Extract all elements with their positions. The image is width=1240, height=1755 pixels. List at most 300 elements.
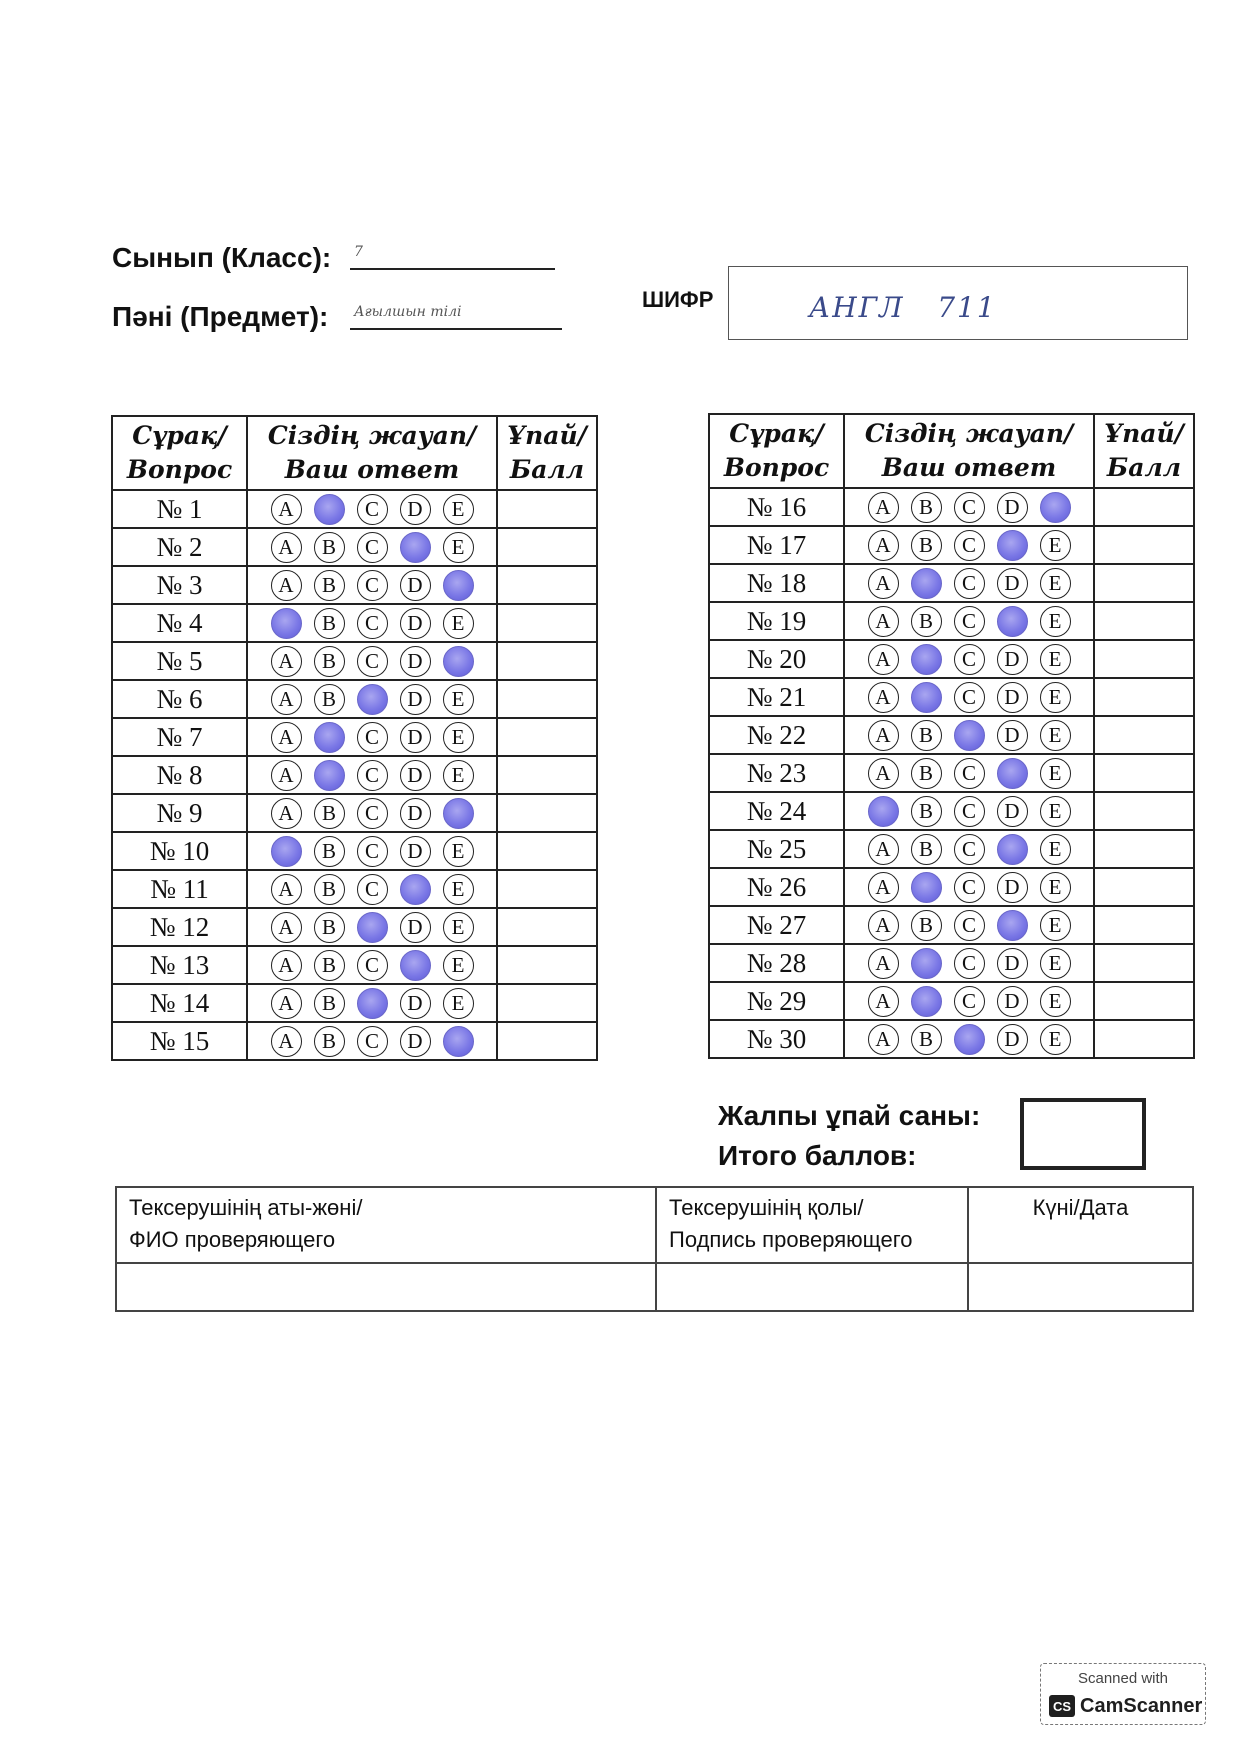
checker-name-line2: ФИО проверяющего xyxy=(129,1227,336,1252)
option-bubble-b[interactable]: B xyxy=(911,796,942,827)
option-bubble-d[interactable]: D xyxy=(400,760,431,791)
option-bubble-d[interactable]: D xyxy=(997,948,1028,979)
option-bubble-d[interactable]: D xyxy=(400,988,431,1019)
answer-cell xyxy=(247,642,497,680)
option-bubble-d[interactable] xyxy=(997,530,1028,561)
option-bubble-b[interactable]: B xyxy=(911,1024,942,1055)
option-bubble-a[interactable]: A xyxy=(271,1026,302,1057)
option-bubble-c[interactable] xyxy=(357,988,388,1019)
answer-cell xyxy=(844,754,1094,792)
option-bubble-e[interactable]: E xyxy=(1040,682,1071,713)
checker-name-field[interactable] xyxy=(116,1263,656,1311)
answer-header-line2: Ваш ответ xyxy=(284,455,460,484)
option-bubble-a[interactable]: A xyxy=(868,948,899,979)
question-column-header xyxy=(709,414,844,488)
option-bubble-b[interactable] xyxy=(911,568,942,599)
option-bubble-b[interactable] xyxy=(911,682,942,713)
score-cell[interactable] xyxy=(1094,678,1194,716)
option-bubble-c[interactable] xyxy=(357,684,388,715)
answer-table-16-30 xyxy=(708,413,1195,1059)
score-cell[interactable] xyxy=(497,718,597,756)
cipher-box[interactable] xyxy=(728,266,1188,340)
option-bubble-c[interactable]: C xyxy=(357,950,388,981)
date-header xyxy=(968,1187,1193,1263)
option-bubble-e[interactable]: E xyxy=(1040,1024,1071,1055)
option-bubble-e[interactable]: E xyxy=(443,760,474,791)
answer-cell xyxy=(247,946,497,984)
subject-field[interactable]: Ағылшын тілі xyxy=(350,304,562,330)
option-bubble-c[interactable]: C xyxy=(357,494,388,525)
question-number: № 17 xyxy=(709,526,844,564)
question-number: № 20 xyxy=(709,640,844,678)
total-score-label xyxy=(718,1096,980,1176)
score-cell[interactable] xyxy=(497,566,597,604)
option-bubble-d[interactable]: D xyxy=(400,570,431,601)
option-bubble-c[interactable]: C xyxy=(954,568,985,599)
option-bubble-e[interactable]: E xyxy=(443,684,474,715)
question-number: № 11 xyxy=(112,870,247,908)
option-bubble-a[interactable]: A xyxy=(271,798,302,829)
answer-table-1-15 xyxy=(111,415,598,1061)
table-row xyxy=(112,908,597,946)
option-bubble-b[interactable]: B xyxy=(314,874,345,905)
option-bubble-c[interactable]: C xyxy=(954,492,985,523)
checker-signature-field[interactable] xyxy=(656,1263,968,1311)
option-bubble-c[interactable]: C xyxy=(357,646,388,677)
camscanner-brand: CamScanner xyxy=(1080,1695,1203,1717)
score-cell[interactable] xyxy=(497,870,597,908)
score-cell[interactable] xyxy=(497,604,597,642)
option-bubble-c[interactable]: C xyxy=(954,530,985,561)
option-bubble-a[interactable]: A xyxy=(271,722,302,753)
option-bubble-e[interactable] xyxy=(1040,492,1071,523)
option-bubble-b[interactable] xyxy=(314,760,345,791)
camscanner-watermark xyxy=(1040,1663,1206,1725)
score-cell[interactable] xyxy=(497,490,597,528)
question-number: № 26 xyxy=(709,868,844,906)
cipher-label: ШИФР xyxy=(642,287,714,312)
option-bubble-d[interactable]: D xyxy=(400,494,431,525)
option-bubble-a[interactable]: A xyxy=(868,758,899,789)
option-bubble-c[interactable]: C xyxy=(357,836,388,867)
option-bubble-a[interactable]: A xyxy=(271,912,302,943)
option-bubble-c[interactable]: C xyxy=(954,872,985,903)
score-cell[interactable] xyxy=(497,680,597,718)
total-label-line1: Жалпы ұпай саны: xyxy=(718,1100,981,1131)
score-header-line1: Ұпай/ xyxy=(1104,419,1184,448)
total-label-line2: Итого баллов: xyxy=(718,1140,917,1171)
option-bubble-a[interactable]: A xyxy=(868,1024,899,1055)
option-bubble-a[interactable]: A xyxy=(868,644,899,675)
class-label: Сынып (Класс): xyxy=(112,242,332,273)
option-bubble-b[interactable] xyxy=(911,986,942,1017)
score-cell[interactable] xyxy=(497,1022,597,1060)
option-bubble-a[interactable]: A xyxy=(271,950,302,981)
option-bubble-c[interactable]: C xyxy=(357,874,388,905)
table-row xyxy=(709,754,1194,792)
option-bubble-b[interactable]: B xyxy=(314,988,345,1019)
score-cell[interactable] xyxy=(497,756,597,794)
option-bubble-c[interactable]: C xyxy=(954,606,985,637)
score-cell[interactable] xyxy=(1094,830,1194,868)
option-bubble-b[interactable]: B xyxy=(314,798,345,829)
answer-cell xyxy=(844,868,1094,906)
answer-cell xyxy=(844,526,1094,564)
question-number: № 6 xyxy=(112,680,247,718)
table-row xyxy=(709,602,1194,640)
option-bubble-d[interactable]: D xyxy=(997,872,1028,903)
option-bubble-b[interactable]: B xyxy=(911,834,942,865)
option-bubble-c[interactable]: C xyxy=(954,682,985,713)
option-bubble-e[interactable] xyxy=(443,570,474,601)
answer-bubbles xyxy=(248,950,496,981)
answer-header-line2: Ваш ответ xyxy=(881,453,1057,482)
option-bubble-e[interactable] xyxy=(443,798,474,829)
table-row xyxy=(709,906,1194,944)
question-header-line1: Сұрақ/ xyxy=(729,419,824,448)
option-bubble-d[interactable] xyxy=(997,606,1028,637)
option-bubble-c[interactable]: C xyxy=(954,796,985,827)
option-bubble-c[interactable]: C xyxy=(357,570,388,601)
score-cell[interactable] xyxy=(1094,602,1194,640)
answer-bubbles xyxy=(845,1024,1093,1055)
option-bubble-d[interactable] xyxy=(400,874,431,905)
answer-header-line1: Сіздің жауап/ xyxy=(267,421,477,450)
option-bubble-a[interactable]: A xyxy=(271,494,302,525)
option-bubble-a[interactable]: A xyxy=(271,532,302,563)
option-bubble-d[interactable]: D xyxy=(997,644,1028,675)
answer-cell xyxy=(844,982,1094,1020)
option-bubble-d[interactable]: D xyxy=(400,722,431,753)
answer-bubbles xyxy=(248,912,496,943)
answer-bubbles xyxy=(248,532,496,563)
option-bubble-d[interactable]: D xyxy=(400,646,431,677)
table-row xyxy=(709,868,1194,906)
score-cell[interactable] xyxy=(1094,564,1194,602)
option-bubble-c[interactable]: C xyxy=(954,986,985,1017)
score-cell[interactable] xyxy=(497,794,597,832)
score-column-header xyxy=(1094,414,1194,488)
option-bubble-e[interactable]: E xyxy=(1040,720,1071,751)
option-bubble-e[interactable]: E xyxy=(1040,796,1071,827)
option-bubble-b[interactable]: B xyxy=(911,530,942,561)
question-number: № 29 xyxy=(709,982,844,1020)
option-bubble-b[interactable]: B xyxy=(911,606,942,637)
option-bubble-e[interactable]: E xyxy=(1040,568,1071,599)
option-bubble-d[interactable]: D xyxy=(400,912,431,943)
answer-bubbles xyxy=(248,1026,496,1057)
table-row xyxy=(112,490,597,528)
option-bubble-b[interactable]: B xyxy=(314,1026,345,1057)
question-number: № 19 xyxy=(709,602,844,640)
checker-signature-table xyxy=(115,1186,1194,1312)
question-number: № 8 xyxy=(112,756,247,794)
question-header-line2: Вопрос xyxy=(723,453,830,482)
answer-cell xyxy=(844,1020,1094,1058)
answer-cell xyxy=(247,832,497,870)
question-number: № 14 xyxy=(112,984,247,1022)
option-bubble-e[interactable]: E xyxy=(1040,606,1071,637)
answer-bubbles xyxy=(845,568,1093,599)
option-bubble-e[interactable]: E xyxy=(1040,986,1071,1017)
option-bubble-d[interactable] xyxy=(997,910,1028,941)
option-bubble-b[interactable]: B xyxy=(314,532,345,563)
question-number: № 10 xyxy=(112,832,247,870)
option-bubble-a[interactable]: A xyxy=(271,988,302,1019)
question-number: № 16 xyxy=(709,488,844,526)
question-number: № 4 xyxy=(112,604,247,642)
question-number: № 24 xyxy=(709,792,844,830)
option-bubble-e[interactable]: E xyxy=(1040,948,1071,979)
answer-cell xyxy=(844,488,1094,526)
score-cell[interactable] xyxy=(1094,754,1194,792)
checker-sign-line2: Подпись проверяющего xyxy=(669,1227,913,1252)
class-field[interactable]: 7 xyxy=(350,244,555,270)
option-bubble-d[interactable]: D xyxy=(997,492,1028,523)
total-score-box[interactable] xyxy=(1020,1098,1146,1170)
question-number: № 1 xyxy=(112,490,247,528)
camscanner-logo-icon: CS xyxy=(1049,1695,1075,1717)
answer-bubbles xyxy=(248,988,496,1019)
score-cell[interactable] xyxy=(1094,488,1194,526)
option-bubble-a[interactable]: A xyxy=(868,492,899,523)
option-bubble-b[interactable] xyxy=(911,872,942,903)
option-bubble-c[interactable]: C xyxy=(954,948,985,979)
answer-bubbles xyxy=(248,570,496,601)
question-number: № 23 xyxy=(709,754,844,792)
option-bubble-b[interactable] xyxy=(314,722,345,753)
answer-bubbles xyxy=(845,758,1093,789)
question-number: № 21 xyxy=(709,678,844,716)
option-bubble-d[interactable]: D xyxy=(400,608,431,639)
question-header-line1: Сұрақ/ xyxy=(132,421,227,450)
answer-cell xyxy=(247,490,497,528)
answer-cell xyxy=(247,680,497,718)
table-row xyxy=(709,944,1194,982)
option-bubble-e[interactable]: E xyxy=(443,912,474,943)
option-bubble-b[interactable]: B xyxy=(314,912,345,943)
score-cell[interactable] xyxy=(497,946,597,984)
option-bubble-e[interactable]: E xyxy=(443,494,474,525)
table-row xyxy=(709,678,1194,716)
option-bubble-d[interactable]: D xyxy=(400,684,431,715)
option-bubble-e[interactable]: E xyxy=(443,874,474,905)
question-number: № 13 xyxy=(112,946,247,984)
option-bubble-d[interactable]: D xyxy=(400,798,431,829)
table-row xyxy=(709,526,1194,564)
score-cell[interactable] xyxy=(497,908,597,946)
score-cell[interactable] xyxy=(1094,944,1194,982)
option-bubble-d[interactable]: D xyxy=(997,1024,1028,1055)
cipher-value: АНГЛ 711 xyxy=(809,291,997,324)
option-bubble-a[interactable]: A xyxy=(868,834,899,865)
option-bubble-d[interactable] xyxy=(400,950,431,981)
option-bubble-e[interactable]: E xyxy=(1040,872,1071,903)
answer-bubbles xyxy=(845,492,1093,523)
table-row xyxy=(112,870,597,908)
option-bubble-c[interactable]: C xyxy=(954,834,985,865)
option-bubble-d[interactable]: D xyxy=(997,720,1028,751)
option-bubble-c[interactable]: C xyxy=(954,758,985,789)
score-cell[interactable] xyxy=(1094,906,1194,944)
option-bubble-b[interactable] xyxy=(911,644,942,675)
score-cell[interactable] xyxy=(1094,1020,1194,1058)
option-bubble-d[interactable]: D xyxy=(400,1026,431,1057)
option-bubble-b[interactable]: B xyxy=(314,646,345,677)
score-header-line1: Ұпай/ xyxy=(507,421,587,450)
option-bubble-d[interactable] xyxy=(400,532,431,563)
table-row xyxy=(112,604,597,642)
score-cell[interactable] xyxy=(1094,526,1194,564)
question-number: № 15 xyxy=(112,1022,247,1060)
option-bubble-d[interactable]: D xyxy=(400,836,431,867)
option-bubble-b[interactable]: B xyxy=(911,720,942,751)
answer-cell xyxy=(247,718,497,756)
option-bubble-e[interactable]: E xyxy=(443,988,474,1019)
option-bubble-e[interactable]: E xyxy=(1040,910,1071,941)
option-bubble-a[interactable]: A xyxy=(271,646,302,677)
score-header-line2: Балл xyxy=(1106,453,1182,482)
score-cell[interactable] xyxy=(1094,792,1194,830)
option-bubble-a[interactable]: A xyxy=(868,606,899,637)
option-bubble-a[interactable]: A xyxy=(868,986,899,1017)
option-bubble-b[interactable] xyxy=(314,494,345,525)
option-bubble-e[interactable] xyxy=(443,646,474,677)
option-bubble-c[interactable]: C xyxy=(357,798,388,829)
option-bubble-a[interactable]: A xyxy=(868,720,899,751)
score-cell[interactable] xyxy=(1094,868,1194,906)
option-bubble-e[interactable]: E xyxy=(443,532,474,563)
answer-bubbles xyxy=(845,644,1093,675)
answer-bubbles xyxy=(248,646,496,677)
score-cell[interactable] xyxy=(497,528,597,566)
checker-name-header xyxy=(116,1187,656,1263)
option-bubble-e[interactable]: E xyxy=(1040,644,1071,675)
question-number: № 12 xyxy=(112,908,247,946)
option-bubble-d[interactable]: D xyxy=(997,796,1028,827)
option-bubble-b[interactable]: B xyxy=(911,910,942,941)
answer-cell xyxy=(844,678,1094,716)
score-cell[interactable] xyxy=(1094,640,1194,678)
option-bubble-e[interactable]: E xyxy=(1040,834,1071,865)
score-cell[interactable] xyxy=(1094,982,1194,1020)
table-header-row xyxy=(709,414,1194,488)
table-row xyxy=(112,756,597,794)
answer-cell xyxy=(247,1022,497,1060)
option-bubble-a[interactable] xyxy=(271,608,302,639)
option-bubble-c[interactable]: C xyxy=(357,532,388,563)
table-row xyxy=(709,488,1194,526)
option-bubble-c[interactable]: C xyxy=(954,910,985,941)
option-bubble-c[interactable]: C xyxy=(357,760,388,791)
table-row xyxy=(709,564,1194,602)
option-bubble-a[interactable] xyxy=(868,796,899,827)
option-bubble-b[interactable]: B xyxy=(314,570,345,601)
option-bubble-b[interactable]: B xyxy=(314,950,345,981)
option-bubble-b[interactable]: B xyxy=(314,608,345,639)
table-row xyxy=(112,680,597,718)
option-bubble-a[interactable]: A xyxy=(868,872,899,903)
answer-cell xyxy=(844,906,1094,944)
table-row xyxy=(112,984,597,1022)
checker-signature-header xyxy=(656,1187,968,1263)
option-bubble-c[interactable] xyxy=(954,720,985,751)
answer-bubbles xyxy=(845,834,1093,865)
option-bubble-a[interactable]: A xyxy=(271,570,302,601)
option-bubble-e[interactable]: E xyxy=(1040,758,1071,789)
table-row xyxy=(112,794,597,832)
option-bubble-e[interactable] xyxy=(443,1026,474,1057)
table-row xyxy=(112,1022,597,1060)
option-bubble-c[interactable] xyxy=(357,912,388,943)
option-bubble-b[interactable] xyxy=(911,948,942,979)
date-field[interactable] xyxy=(968,1263,1193,1311)
option-bubble-a[interactable]: A xyxy=(868,530,899,561)
option-bubble-c[interactable]: C xyxy=(357,608,388,639)
answer-bubbles xyxy=(248,874,496,905)
score-cell[interactable] xyxy=(497,984,597,1022)
option-bubble-c[interactable]: C xyxy=(357,1026,388,1057)
option-bubble-c[interactable]: C xyxy=(357,722,388,753)
option-bubble-b[interactable]: B xyxy=(314,836,345,867)
answer-cell xyxy=(844,792,1094,830)
option-bubble-a[interactable]: A xyxy=(868,682,899,713)
option-bubble-d[interactable] xyxy=(997,834,1028,865)
option-bubble-a[interactable] xyxy=(271,836,302,867)
table-row xyxy=(709,716,1194,754)
option-bubble-a[interactable]: A xyxy=(868,910,899,941)
answer-bubbles xyxy=(248,494,496,525)
option-bubble-a[interactable]: A xyxy=(271,874,302,905)
option-bubble-e[interactable]: E xyxy=(443,722,474,753)
answer-cell xyxy=(247,756,497,794)
option-bubble-d[interactable]: D xyxy=(997,682,1028,713)
option-bubble-d[interactable] xyxy=(997,758,1028,789)
table-row xyxy=(112,566,597,604)
option-bubble-c[interactable] xyxy=(954,1024,985,1055)
table-row xyxy=(709,792,1194,830)
question-number: № 9 xyxy=(112,794,247,832)
option-bubble-b[interactable]: B xyxy=(314,684,345,715)
table-header-row xyxy=(112,416,597,490)
option-bubble-d[interactable]: D xyxy=(997,986,1028,1017)
option-bubble-e[interactable]: E xyxy=(443,950,474,981)
table-row xyxy=(112,718,597,756)
answer-bubbles xyxy=(845,986,1093,1017)
answer-cell xyxy=(844,602,1094,640)
option-bubble-e[interactable]: E xyxy=(443,836,474,867)
option-bubble-a[interactable]: A xyxy=(271,760,302,791)
table-row xyxy=(112,528,597,566)
option-bubble-a[interactable]: A xyxy=(271,684,302,715)
option-bubble-b[interactable]: B xyxy=(911,492,942,523)
option-bubble-b[interactable]: B xyxy=(911,758,942,789)
option-bubble-a[interactable]: A xyxy=(868,568,899,599)
score-cell[interactable] xyxy=(497,642,597,680)
answer-bubbles xyxy=(248,608,496,639)
option-bubble-c[interactable]: C xyxy=(954,644,985,675)
option-bubble-d[interactable]: D xyxy=(997,568,1028,599)
option-bubble-e[interactable]: E xyxy=(1040,530,1071,561)
checker-name-line1: Тексерушінің аты-жөні/ xyxy=(129,1195,363,1220)
answer-column-header xyxy=(844,414,1094,488)
table-row xyxy=(112,832,597,870)
answer-bubbles xyxy=(845,796,1093,827)
score-cell[interactable] xyxy=(497,832,597,870)
score-cell[interactable] xyxy=(1094,716,1194,754)
option-bubble-e[interactable]: E xyxy=(443,608,474,639)
answer-header-line1: Сіздің жауап/ xyxy=(864,419,1074,448)
